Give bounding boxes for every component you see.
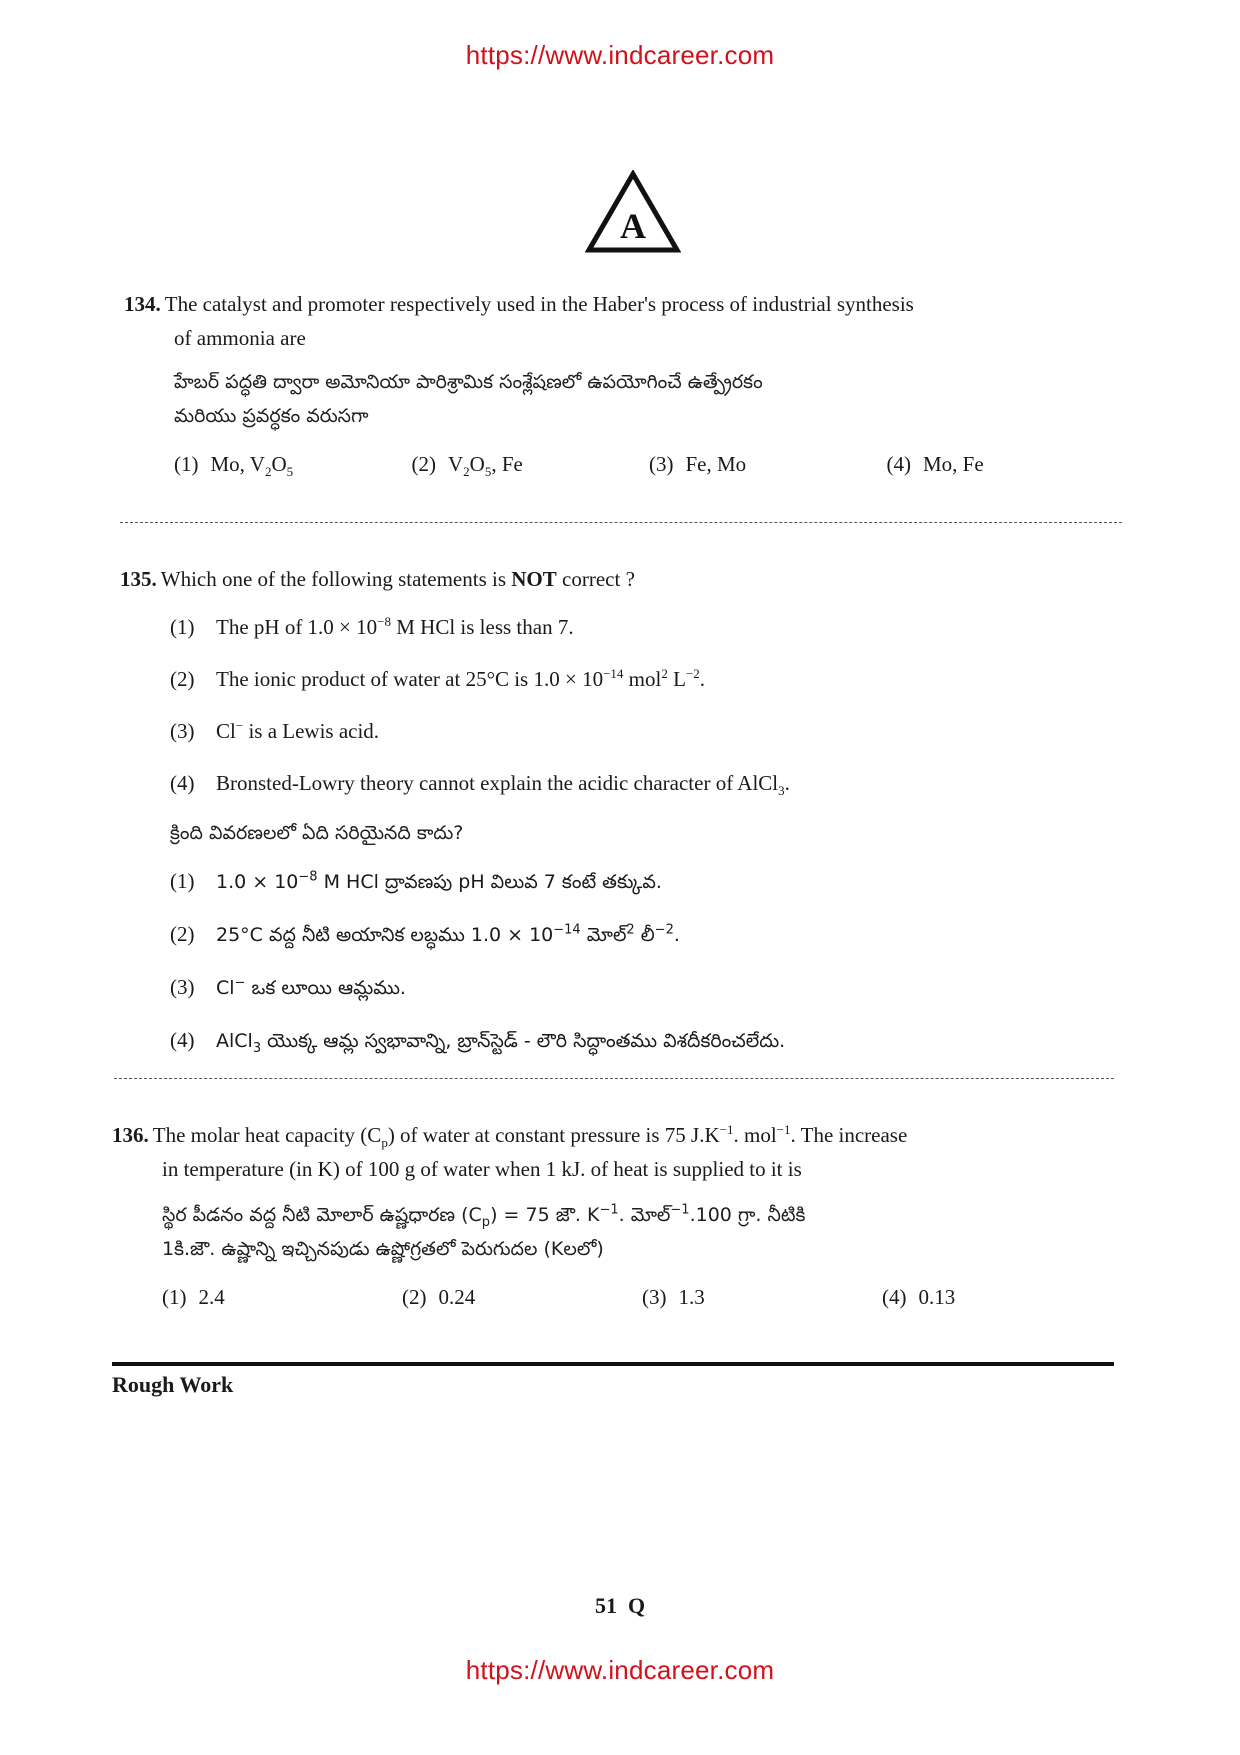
option-1[interactable] — [162, 1280, 402, 1314]
superscript: − — [234, 975, 246, 991]
subscript: 2 — [264, 464, 272, 480]
option-text: 2.4 — [198, 1285, 225, 1309]
option-number: (1) — [170, 869, 195, 893]
option-text: లీ — [634, 924, 655, 946]
question-text — [149, 1118, 908, 1152]
option-text: 25°C వద్ద నీటి అయానిక లబ్ధము 1.0 × 10 — [216, 924, 554, 946]
option-3[interactable] — [170, 714, 1130, 748]
option-text: Bronsted-Lowry theory cannot explain the acidic character of AlCl — [216, 771, 779, 795]
question-text-part: The molar heat capacity (C — [152, 1123, 382, 1147]
subscript: 5 — [286, 464, 294, 480]
option-text: M HCl is less than 7. — [391, 615, 574, 639]
option-text: . — [699, 667, 706, 691]
option-3[interactable] — [649, 447, 887, 481]
option-1[interactable] — [170, 610, 1130, 644]
option-text: Mo, V — [210, 452, 265, 476]
superscript: −2 — [654, 922, 674, 938]
question-number: 136. — [112, 1123, 149, 1147]
subscript: 3 — [252, 1040, 262, 1056]
option-number: (2) — [170, 922, 195, 946]
question-text-part: correct ? — [556, 567, 635, 591]
watermark-link-bottom[interactable]: https://www.indcareer.com — [465, 1655, 775, 1685]
rough-work-rule — [112, 1362, 1114, 1366]
option-2-telugu[interactable] — [170, 917, 1130, 952]
option-2[interactable] — [170, 662, 1130, 696]
option-number: (3) — [649, 452, 674, 476]
question-divider — [120, 522, 1122, 523]
subscript: 2 — [463, 464, 470, 480]
option-number: (4) — [886, 452, 911, 476]
subscript: p — [381, 1135, 388, 1151]
superscript: −8 — [298, 869, 318, 885]
superscript: − — [235, 718, 244, 733]
subscript: 3 — [778, 783, 785, 799]
superscript: −14 — [603, 666, 624, 681]
telugu-text: . మోల్ — [618, 1204, 671, 1226]
telugu-line: మరియు ప్రవర్ధకం వరుసగా — [174, 405, 369, 427]
option-text: , Fe — [491, 452, 523, 476]
option-number: (4) — [170, 771, 195, 795]
question-text: The catalyst and promoter respectively used in the Haber's process of industrial synthesis — [164, 292, 914, 316]
option-text: The pH of 1.0 × 10 — [216, 615, 378, 639]
option-text: యొక్క ఆమ్ల స్వభావాన్ని, బ్రాన్‌స్టెడ్ - లౌరి సిద్ధాంతము విశదీకరించలేదు. — [261, 1030, 786, 1052]
option-text: O — [271, 452, 287, 476]
option-number: (2) — [411, 452, 436, 476]
option-1[interactable] — [174, 447, 412, 481]
option-number: (1) — [170, 615, 195, 639]
question-divider — [114, 1078, 1114, 1079]
option-number: (3) — [170, 975, 195, 999]
superscript: 2 — [661, 666, 668, 681]
question-136 — [112, 1118, 1122, 1314]
option-4[interactable] — [887, 447, 1125, 481]
option-2[interactable] — [402, 1280, 642, 1314]
option-text: 1.0 × 10 — [216, 871, 299, 893]
question-text-part: . The increase — [790, 1123, 908, 1147]
subscript: p — [481, 1214, 491, 1230]
option-text: O — [469, 452, 485, 476]
question-text-part: Which one of the following statements is — [160, 567, 512, 591]
option-number: (3) — [642, 1285, 667, 1309]
option-text: Mo, Fe — [923, 452, 984, 476]
superscript: 2 — [626, 922, 635, 938]
options-row — [112, 1280, 1122, 1314]
question-number: 134. — [124, 292, 161, 316]
option-text: మోల్ — [580, 924, 627, 946]
option-text: M HCl ద్రావణపు pH విలువ 7 కంటే తక్కువ. — [317, 871, 662, 893]
superscript: −1 — [599, 1202, 619, 1218]
options-english — [120, 610, 1130, 800]
rough-work-label: Rough Work — [112, 1372, 234, 1397]
telugu-text: ) = 75 జౌ. K — [490, 1204, 600, 1226]
telugu-line: హేబర్ పద్ధతి ద్వారా అమోనియా పారిశ్రామిక సంశ్లేషణలో ఉపయోగించే ఉత్ప్రేరకం — [174, 371, 763, 393]
option-text: Fe, Mo — [685, 452, 747, 476]
question-text-telugu: క్రింది వివరణలలో ఏది సరియైనది కాదు? — [170, 822, 464, 844]
option-text: . — [784, 771, 790, 795]
option-text: L — [667, 667, 686, 691]
question-text-cont: in temperature (in K) of 100 g of water when 1 kJ. of heat is supplied to it is — [162, 1157, 802, 1181]
booklet-series-triangle-icon — [585, 170, 681, 254]
option-2[interactable] — [412, 447, 650, 481]
option-text: Cl — [216, 977, 235, 999]
option-text: V — [448, 452, 464, 476]
superscript: −8 — [377, 614, 391, 629]
question-number: 135. — [120, 567, 157, 591]
question-text-telugu — [112, 1198, 1122, 1266]
options-telugu — [120, 864, 1130, 1058]
option-text: mol — [623, 667, 662, 691]
option-text: 0.24 — [438, 1285, 476, 1309]
options-row — [124, 447, 1124, 481]
superscript: −2 — [685, 666, 700, 681]
option-text: . — [673, 924, 680, 946]
question-text-telugu — [124, 365, 1124, 433]
option-text: 1.3 — [678, 1285, 705, 1309]
option-4[interactable] — [170, 766, 1130, 800]
question-text-part: ) of water at constant pressure is 75 J.K — [387, 1123, 720, 1147]
question-text — [157, 562, 635, 596]
telugu-text: .100 గ్రా. నీటికి — [689, 1204, 806, 1226]
option-number: (1) — [162, 1285, 187, 1309]
option-text: AlCl — [216, 1030, 253, 1052]
superscript: −1 — [776, 1122, 791, 1137]
option-3[interactable] — [642, 1280, 882, 1314]
question-134 — [124, 287, 1124, 481]
option-4-telugu[interactable] — [170, 1023, 1130, 1058]
booklet-series-letter: A — [620, 206, 646, 246]
telugu-line — [162, 1198, 1122, 1232]
subscript: 5 — [484, 464, 492, 480]
telugu-line: 1కి.జౌ. ఉష్ణాన్ని ఇచ్చినపుడు ఉష్ణోగ్రతలో పెరుగుదల (Kలలో) — [162, 1238, 604, 1260]
option-4[interactable] — [882, 1280, 1122, 1314]
option-number: (4) — [882, 1285, 907, 1309]
watermark-link-top[interactable]: https://www.indcareer.com — [465, 40, 775, 70]
question-text-part: . mol — [733, 1123, 777, 1147]
option-number: (2) — [402, 1285, 427, 1309]
superscript: −1 — [670, 1202, 690, 1218]
option-text: is a Lewis acid. — [243, 719, 380, 743]
superscript: −1 — [719, 1122, 734, 1137]
superscript: −14 — [553, 922, 581, 938]
option-number: (3) — [170, 719, 195, 743]
option-text: 0.13 — [918, 1285, 956, 1309]
question-text-emphasis: NOT — [511, 567, 557, 591]
telugu-text: స్థిర పీడనం వద్ద నీటి మోలార్ ఉష్ణధారణ (C — [162, 1204, 482, 1226]
question-135 — [120, 562, 1130, 1058]
option-3-telugu[interactable] — [170, 970, 1130, 1005]
question-text-cont: of ammonia are — [174, 326, 306, 350]
page-code: 51 Q — [594, 1593, 646, 1618]
option-number: (4) — [170, 1028, 195, 1052]
option-1-telugu[interactable] — [170, 864, 1130, 899]
option-number: (2) — [170, 667, 195, 691]
option-text: Cl — [216, 719, 236, 743]
option-text: The ionic product of water at 25°C is 1.0 × 10 — [216, 667, 604, 691]
option-number: (1) — [174, 452, 199, 476]
option-text: ఒక లూయి ఆమ్లము. — [245, 977, 406, 999]
